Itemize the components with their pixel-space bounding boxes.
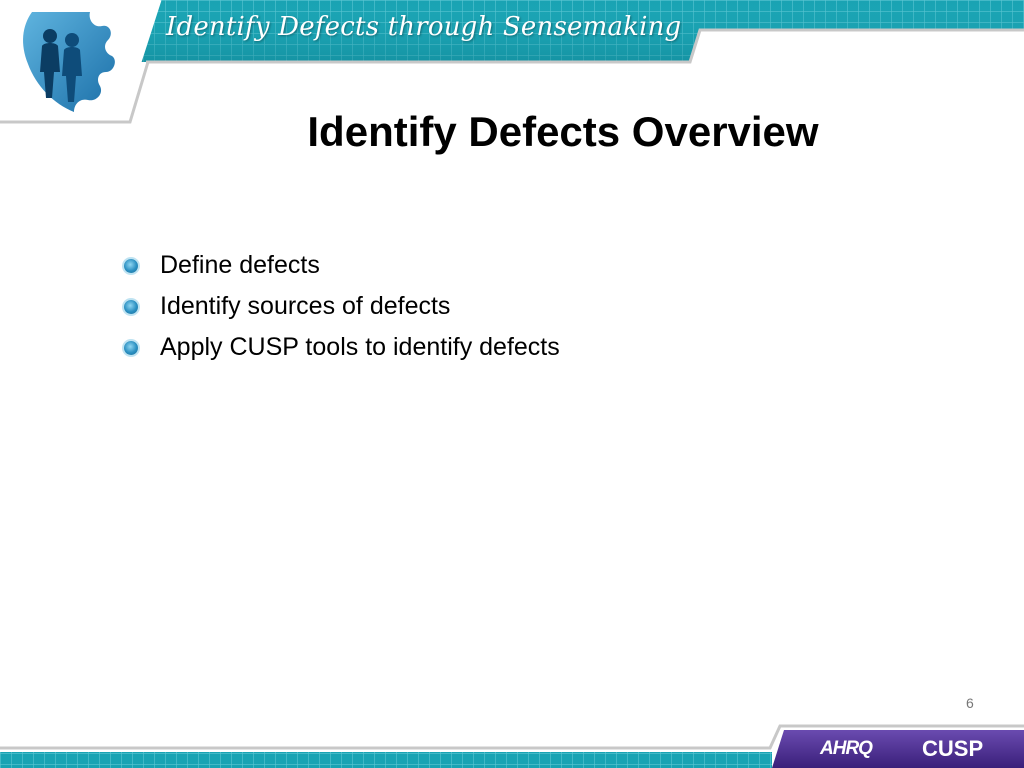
ahrq-logo-icon: AHRQ	[820, 738, 872, 759]
list-item	[124, 286, 560, 327]
footer-brand: CUSP	[922, 736, 984, 761]
bullet-dot-icon	[124, 341, 138, 355]
bullet-text: Identify sources of defects	[160, 292, 451, 320]
list-item	[124, 327, 560, 368]
page-number: 6	[966, 695, 974, 711]
slide-title: Identify Defects Overview	[307, 108, 819, 155]
bullet-text: Define defects	[160, 251, 320, 279]
bullet-dot-icon	[124, 300, 138, 314]
list-item	[124, 245, 560, 286]
header-title: Identify Defects through Sensemaking	[166, 12, 682, 42]
bullet-text: Apply CUSP tools to identify defects	[160, 333, 560, 361]
puzzle-people-logo-icon	[14, 6, 124, 114]
bullet-dot-icon	[124, 259, 138, 273]
bullet-list	[124, 245, 560, 368]
